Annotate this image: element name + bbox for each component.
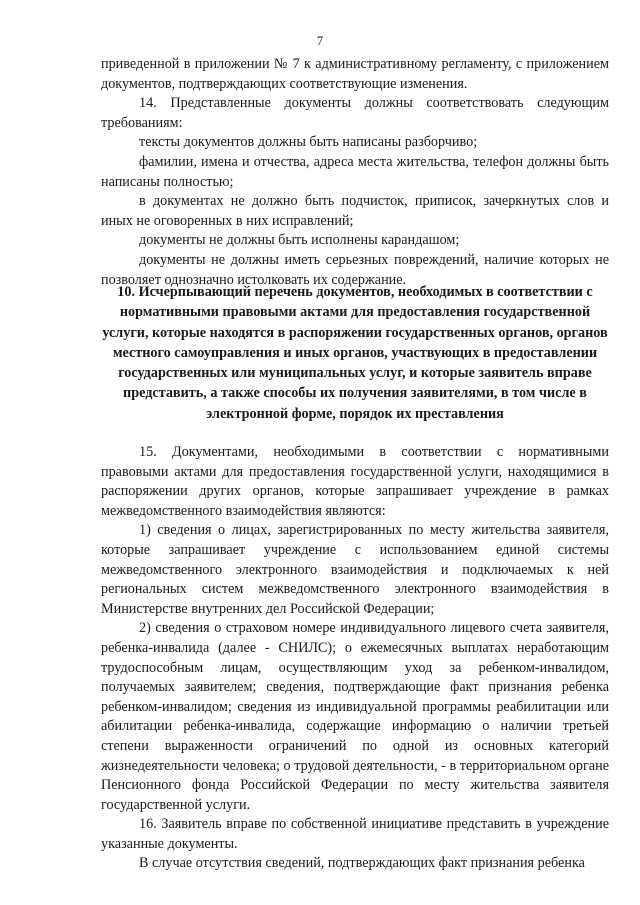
list-item-2: 2) сведения о страховом номере индивидуального лицевого счета заявителя, ребенка-инвалида (далее - СНИЛС); о ежемесячных выплатах неработающим трудоспособным лицам, осуществляющим уход за ребенком-инвалидом, получаемых заявителем; сведения, подтверждающие факт признания ребенка ребенком-инвалидом; сведения из индивидуальной программы реабилитации или абилитации ребенка-инвалида, содержащие информацию о наличии третьей степени выраженности ограничений по одной из основных категорий жизнедеятельности человека; о трудовой деятельности, - в территориальном органе Пенсионного фонда Российской Федерации по месту жительства заявителя государственной услуги. — [101, 620, 609, 813]
paragraph-15: 15. Документами, необходимыми в соответствии с нормативными правовыми актами для предоставления государственной услуги, находящимися в распоряжении других органов, которые запрашивает учреждение в рамках межведомственного взаимодействия являются: — [101, 444, 609, 519]
requirement-item: фамилии, имена и отчества, адреса места жительства, телефон должны быть написаны полностью; — [101, 153, 609, 190]
section-heading: 10. Исчерпывающий перечень документов, необходимых в соответствии с нормативными правовыми актами для предоставления государственной услуги, которые находятся в распоряжении государственных органов, органов местного самоуправления и иных органов, участвующих в предоставлении государственных или муниципальных услуг, и которые заявитель вправе представить, а также способы их получения заявителями, в том числе в электронной форме, порядок их преставления — [102, 284, 608, 422]
bottom-text-block — [101, 443, 609, 874]
page-number: 7 — [316, 34, 324, 48]
requirement-item: тексты документов должны быть написаны разборчиво; — [139, 134, 478, 151]
list-item-1: 1) сведения о лицах, зарегистрированных по месту жительства заявителя, которые запрашивает учреждение с использованием единой системы межведомственного электронного взаимодействия и подключаемых к ней региональных систем межведомственного электронного взаимодействия в Министерстве внутренних дел Российской Федерации; — [101, 522, 609, 617]
requirement-item: в документах не должно быть подчисток, приписок, зачеркнутых слов и иных не оговоренных в них исправлений; — [101, 193, 609, 229]
paragraph-16: 16. Заявитель вправе по собственной инициативе представить в учреждение указанные документы. — [101, 816, 609, 852]
top-text-block — [101, 55, 609, 290]
paragraph-continuation: В случае отсутствия сведений, подтверждающих факт признания ребенка — [139, 855, 585, 872]
requirement-item: документы не должны быть исполнены карандашом; — [139, 232, 460, 249]
requirement-item: документы не должны иметь серьезных повреждений, наличие которых не позволяет однозначно истолковать их содержание. — [101, 251, 609, 288]
paragraph-14: 14. Представленные документы должны соответствовать следующим требованиям: — [101, 95, 609, 131]
paragraph-continuation: приведенной в приложении № 7 к административному регламенту, с приложением документов, подтверждающих соответствующие изменения. — [101, 56, 609, 92]
